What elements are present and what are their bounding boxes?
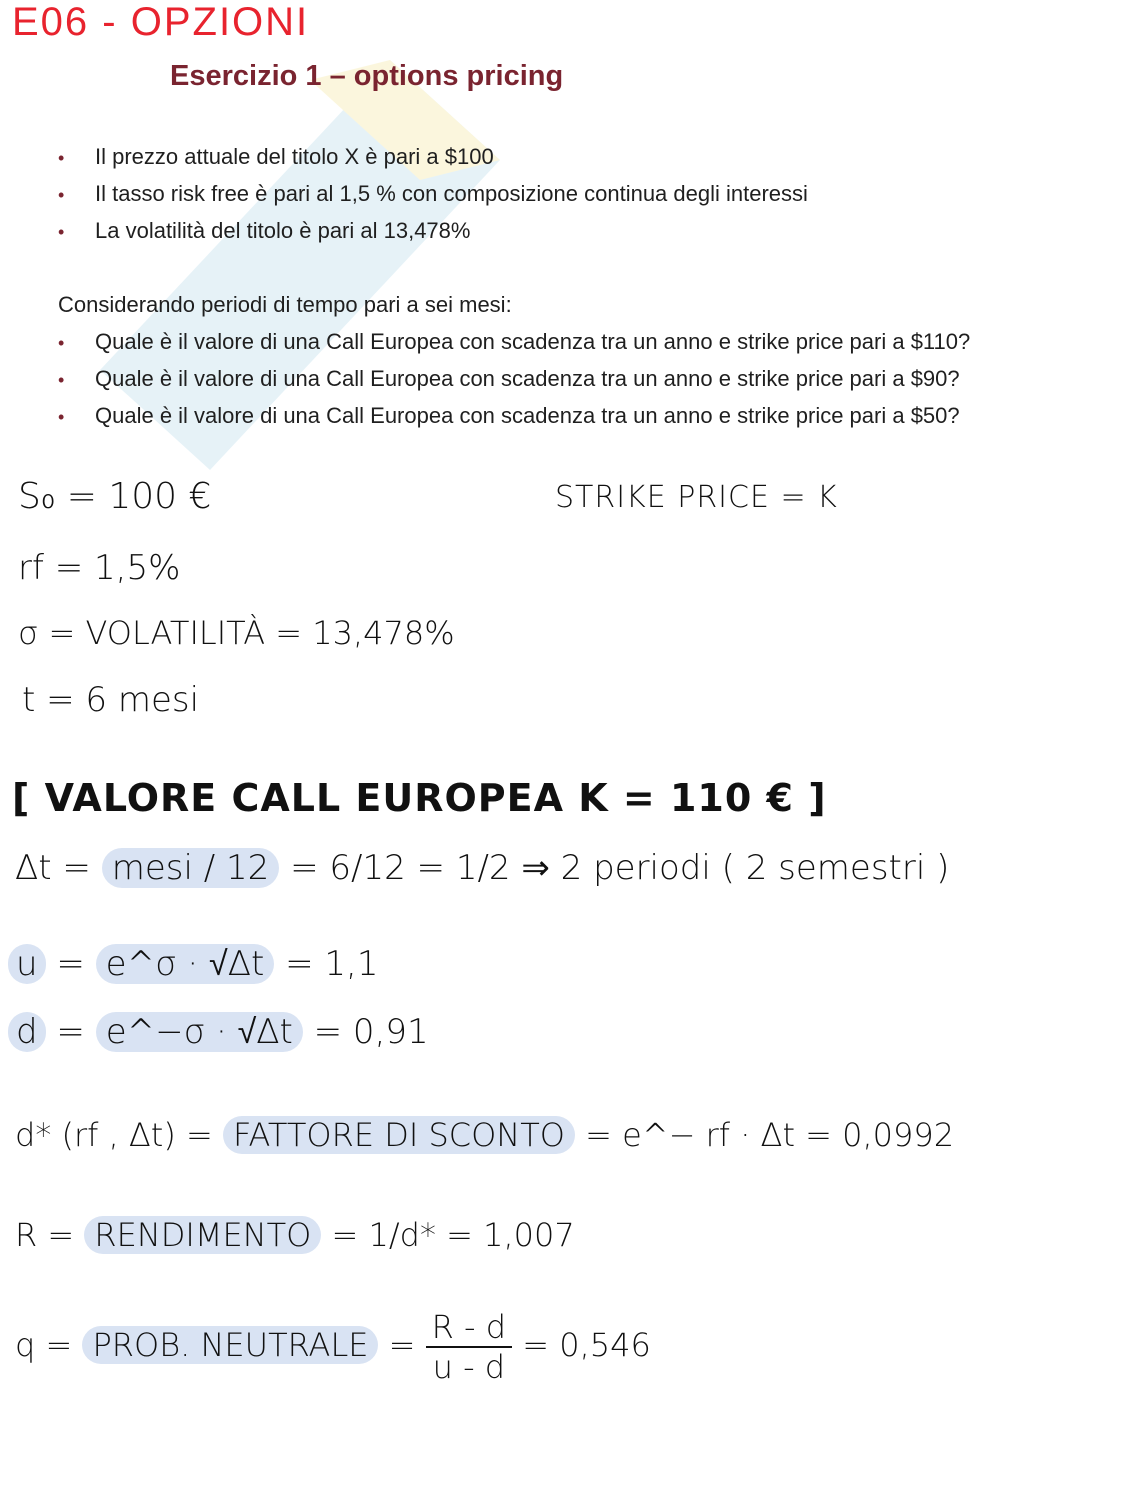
exercise-title: Esercizio 1 – options pricing [170,60,564,92]
dstar-highlight: FATTORE DI SCONTO [223,1116,575,1154]
q-label: q = [15,1326,73,1364]
note-t: t = 6 mesi [22,680,200,720]
questions-intro: Considerando periodi di tempo pari a sei mesi: [58,292,512,317]
bullet: • [58,222,65,242]
q-highlight: PROB. NEUTRALE [82,1326,378,1364]
dt-label: Δt = [15,848,91,888]
d-value: = 0,91 [313,1012,429,1052]
dstar-rest: = e^− rf · Δt = 0,0992 [585,1116,955,1154]
note-s0: S₀ = 100 € [18,476,212,517]
d-label: d [8,1012,46,1052]
q-fraction [426,1308,512,1386]
u-formula: e^σ · √Δt [96,944,275,984]
given-item: Il prezzo attuale del titolo X è pari a $100 [95,144,494,169]
handwritten-title: E06 - OPZIONI [12,0,310,44]
note-strike: STRIKE PRICE = K [555,480,838,515]
question-item: Quale è il valore di una Call Europea con scadenza tra un anno e strike price pari a $50? [95,403,960,428]
bullet: • [58,407,65,427]
dt-rest: = 6/12 = 1/2 ⇒ 2 periodi ( 2 semestri ) [290,848,950,888]
bullet: • [58,148,65,168]
u-line: u = e^σ · √Δt = 1,1 [8,944,379,984]
r-line [15,1216,575,1254]
note-rf: rf = 1,5% [18,548,181,588]
q-line: q = PROB. NEUTRALE = $\frac{R - d}{u - d}$ = 0,546 [15,1308,651,1386]
dt-line [15,848,949,888]
r-label: R = [15,1216,75,1254]
question-item: Quale è il valore di una Call Europea con scadenza tra un anno e strike price pari a $110? [95,329,971,354]
dt-highlight: mesi / 12 [102,848,280,888]
q-value: = 0,546 [522,1326,651,1364]
section-title: [ VALORE CALL EUROPEA K = 110 € ] [12,776,827,820]
d-formula: e^−σ · √Δt [96,1012,303,1052]
question-item: Quale è il valore di una Call Europea con scadenza tra un anno e strike price pari a $90? [95,366,960,391]
u-label: u [8,944,46,984]
q-numerator: R - d [426,1308,512,1348]
d-line: d = e^−σ · √Δt = 0,91 [8,1012,429,1052]
given-item: Il tasso risk free è pari al 1,5 % con composizione continua degli interessi [95,181,808,206]
u-value: = 1,1 [285,944,379,984]
bullet: • [58,370,65,390]
dstar-line [15,1116,954,1154]
given-item: La volatilità del titolo è pari al 13,478% [95,218,471,243]
r-highlight: RENDIMENTO [84,1216,321,1254]
r-rest: = 1/d* = 1,007 [331,1216,575,1254]
dstar-label: d* (rf , Δt) = [15,1116,213,1154]
note-sigma: σ = VOLATILITÀ = 13,478% [18,614,455,652]
bullet: • [58,333,65,353]
bullet: • [58,185,65,205]
q-denominator: u - d [432,1348,506,1386]
